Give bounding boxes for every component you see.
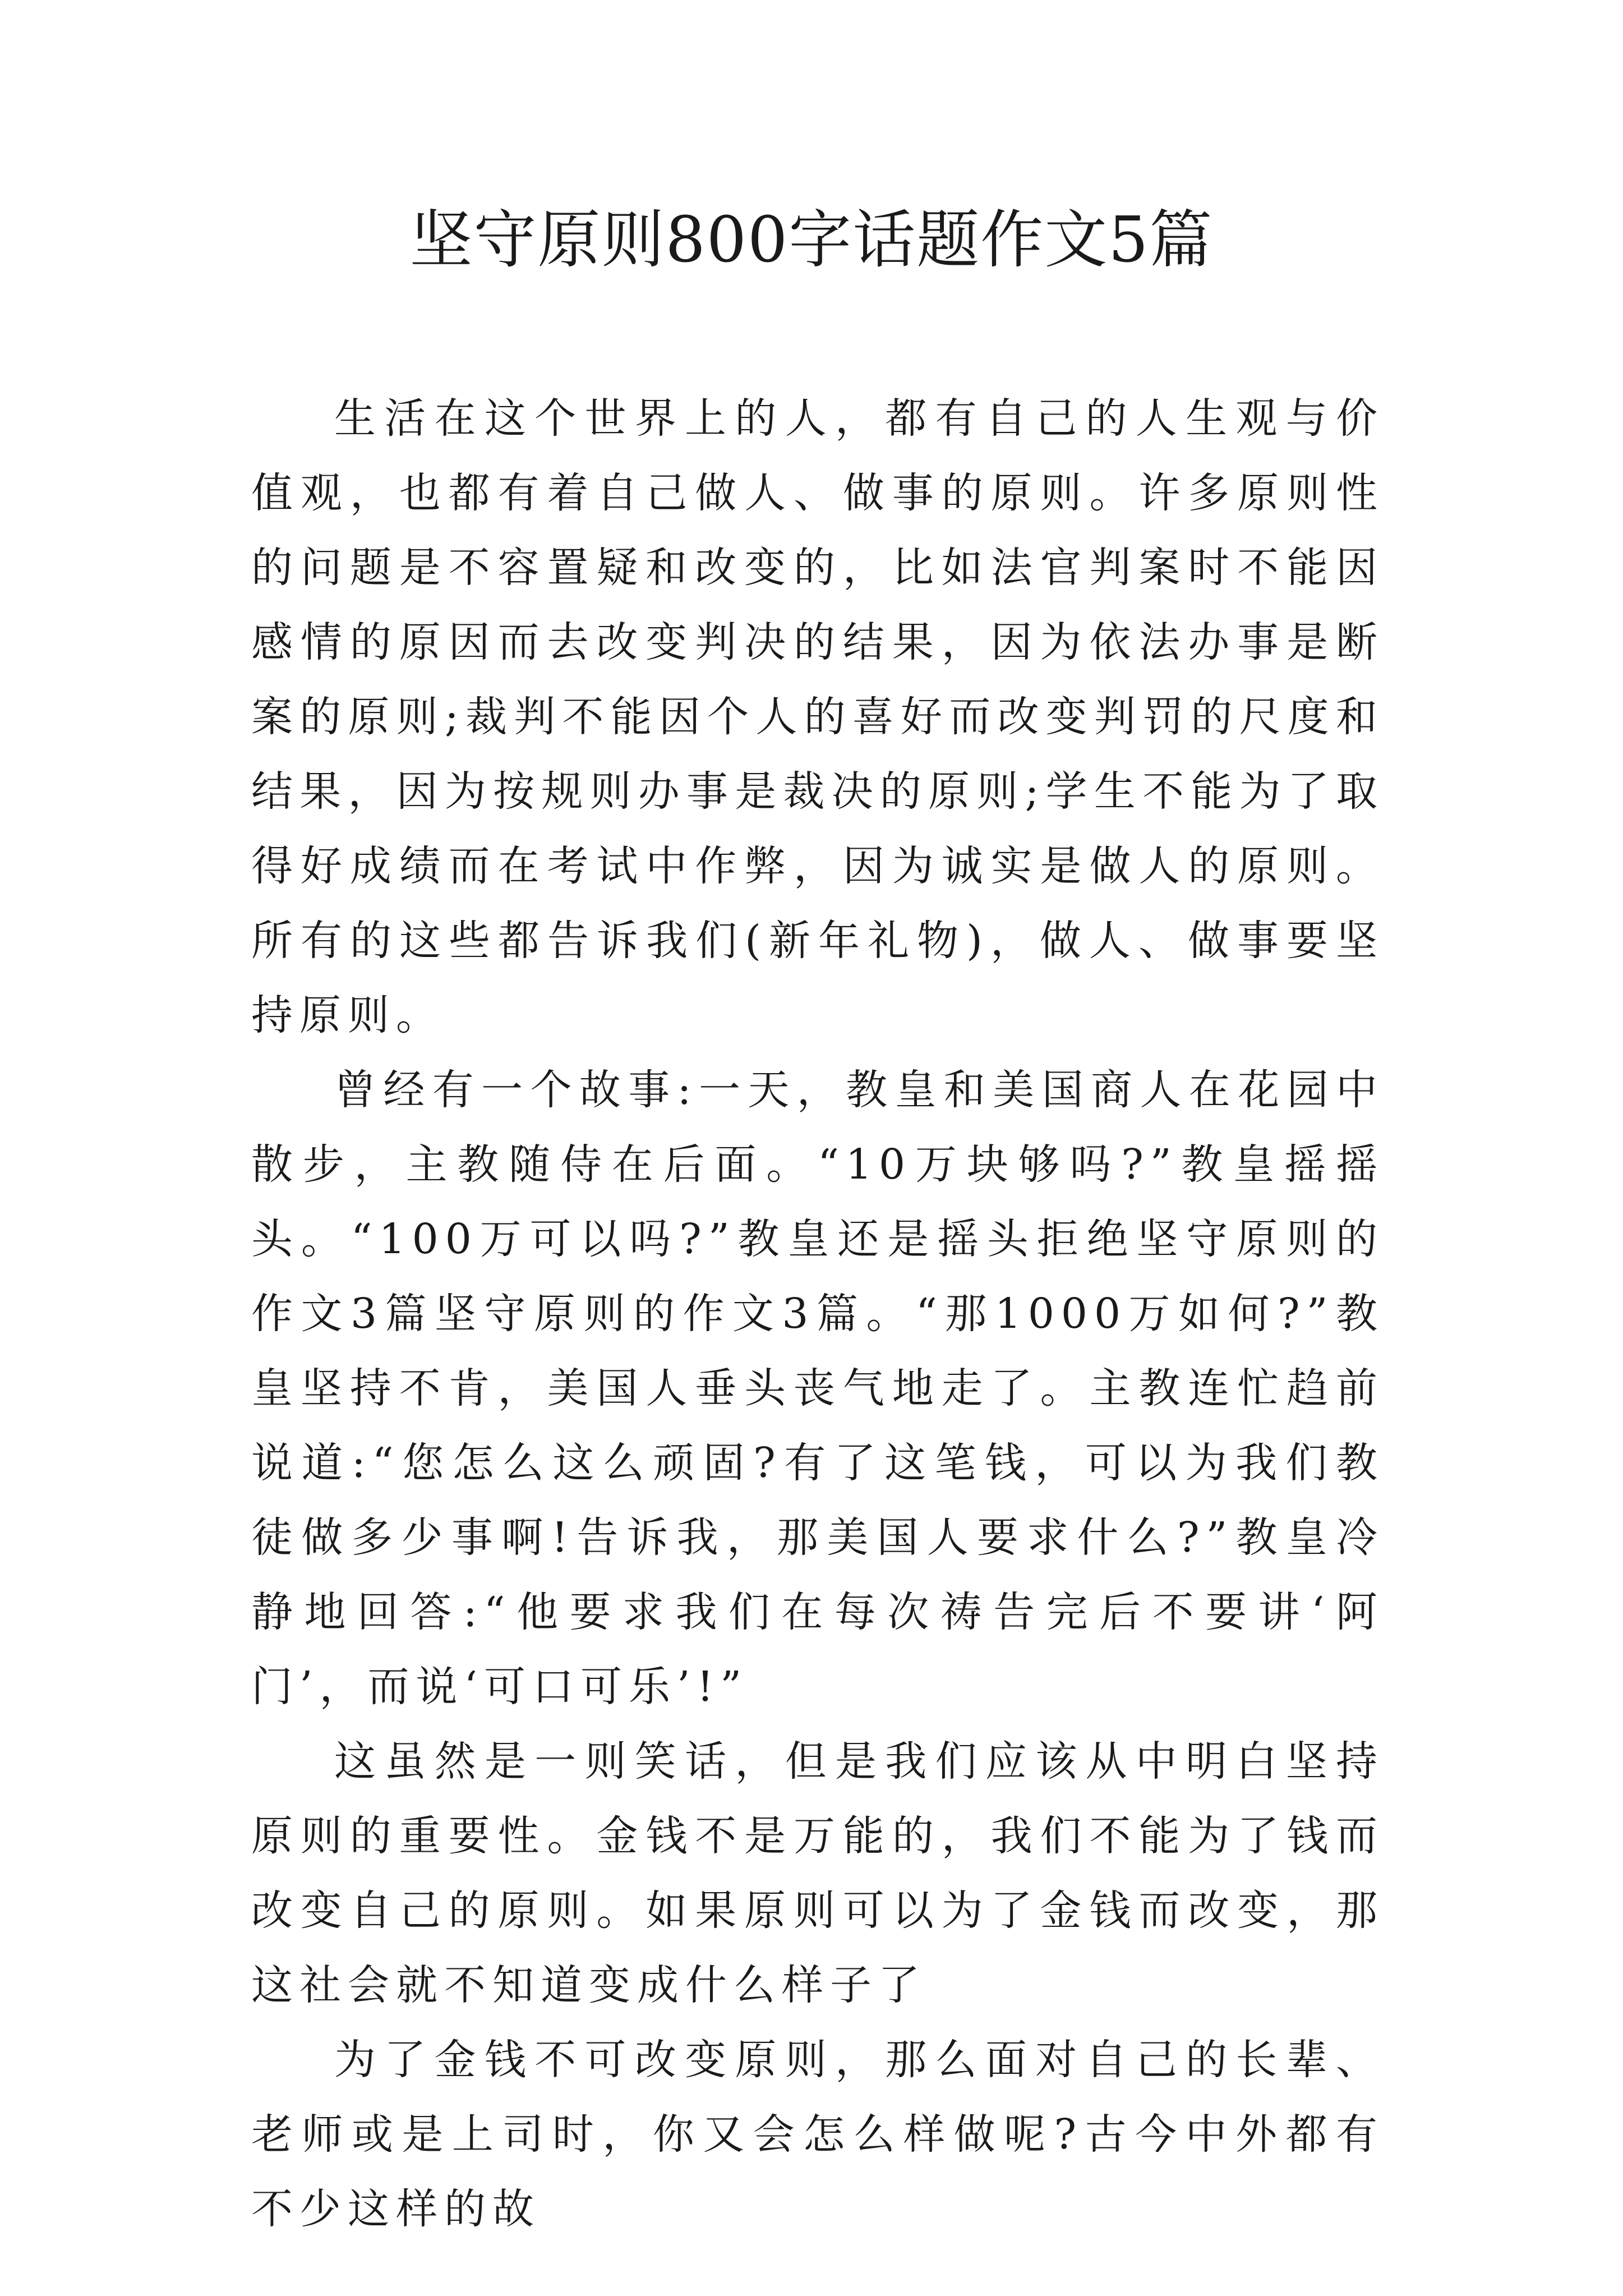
paragraph-4: 为了金钱不可改变原则，那么面对自己的长辈、老师或是上司时，你又会怎么样做呢?古今中外都有不少这样的故 <box>251 2036 1384 2233</box>
paragraph-2: 曾经有一个故事:一天，教皇和美国商人在花园中散步，主教随侍在后面。“10万块够吗?”教皇摇摇头。“100万可以吗?”教皇还是摇头拒绝坚守原则的作文3篇坚守原则的作文3篇。“那1000万如何?”教皇坚持不肯，美国人垂头丧气地走了。主教连忙趋前说道:“您怎么这么顽固?有了这笔钱，可以为我们教徒做多少事啊!告诉我，那美国人要求什么?”教皇冷静地回答:“他要求我们在每次祷告完后不要讲‘阿门’，而说‘可口可乐’!” <box>251 1066 1384 1711</box>
document-title: 坚守原则800字话题作文5篇 <box>409 204 1214 277</box>
paragraph-1: 生活在这个世界上的人，都有自己的人生观与价值观，也都有着自己做人、做事的原则。许多原则性的问题是不容置疑和改变的，比如法官判案时不能因感情的原因而去改变判决的结果，因为依法办事是断案的原则;裁判不能因个人的喜好而改变判罚的尺度和结果，因为按规则办事是裁决的原则;学生不能为了取得好成绩而在考试中作弊，因为诚实是做人的原则。所有的这些都告诉我们(新年礼物)，做人、做事要坚持原则。 <box>251 394 1384 1039</box>
paragraph-3: 这虽然是一则笑话，但是我们应该从中明白坚持原则的重要性。金钱不是万能的，我们不能为了钱而改变自己的原则。如果原则可以为了金钱而改变，那这社会就不知道变成什么样子了 <box>251 1737 1384 2009</box>
document-body <box>251 381 1384 2247</box>
